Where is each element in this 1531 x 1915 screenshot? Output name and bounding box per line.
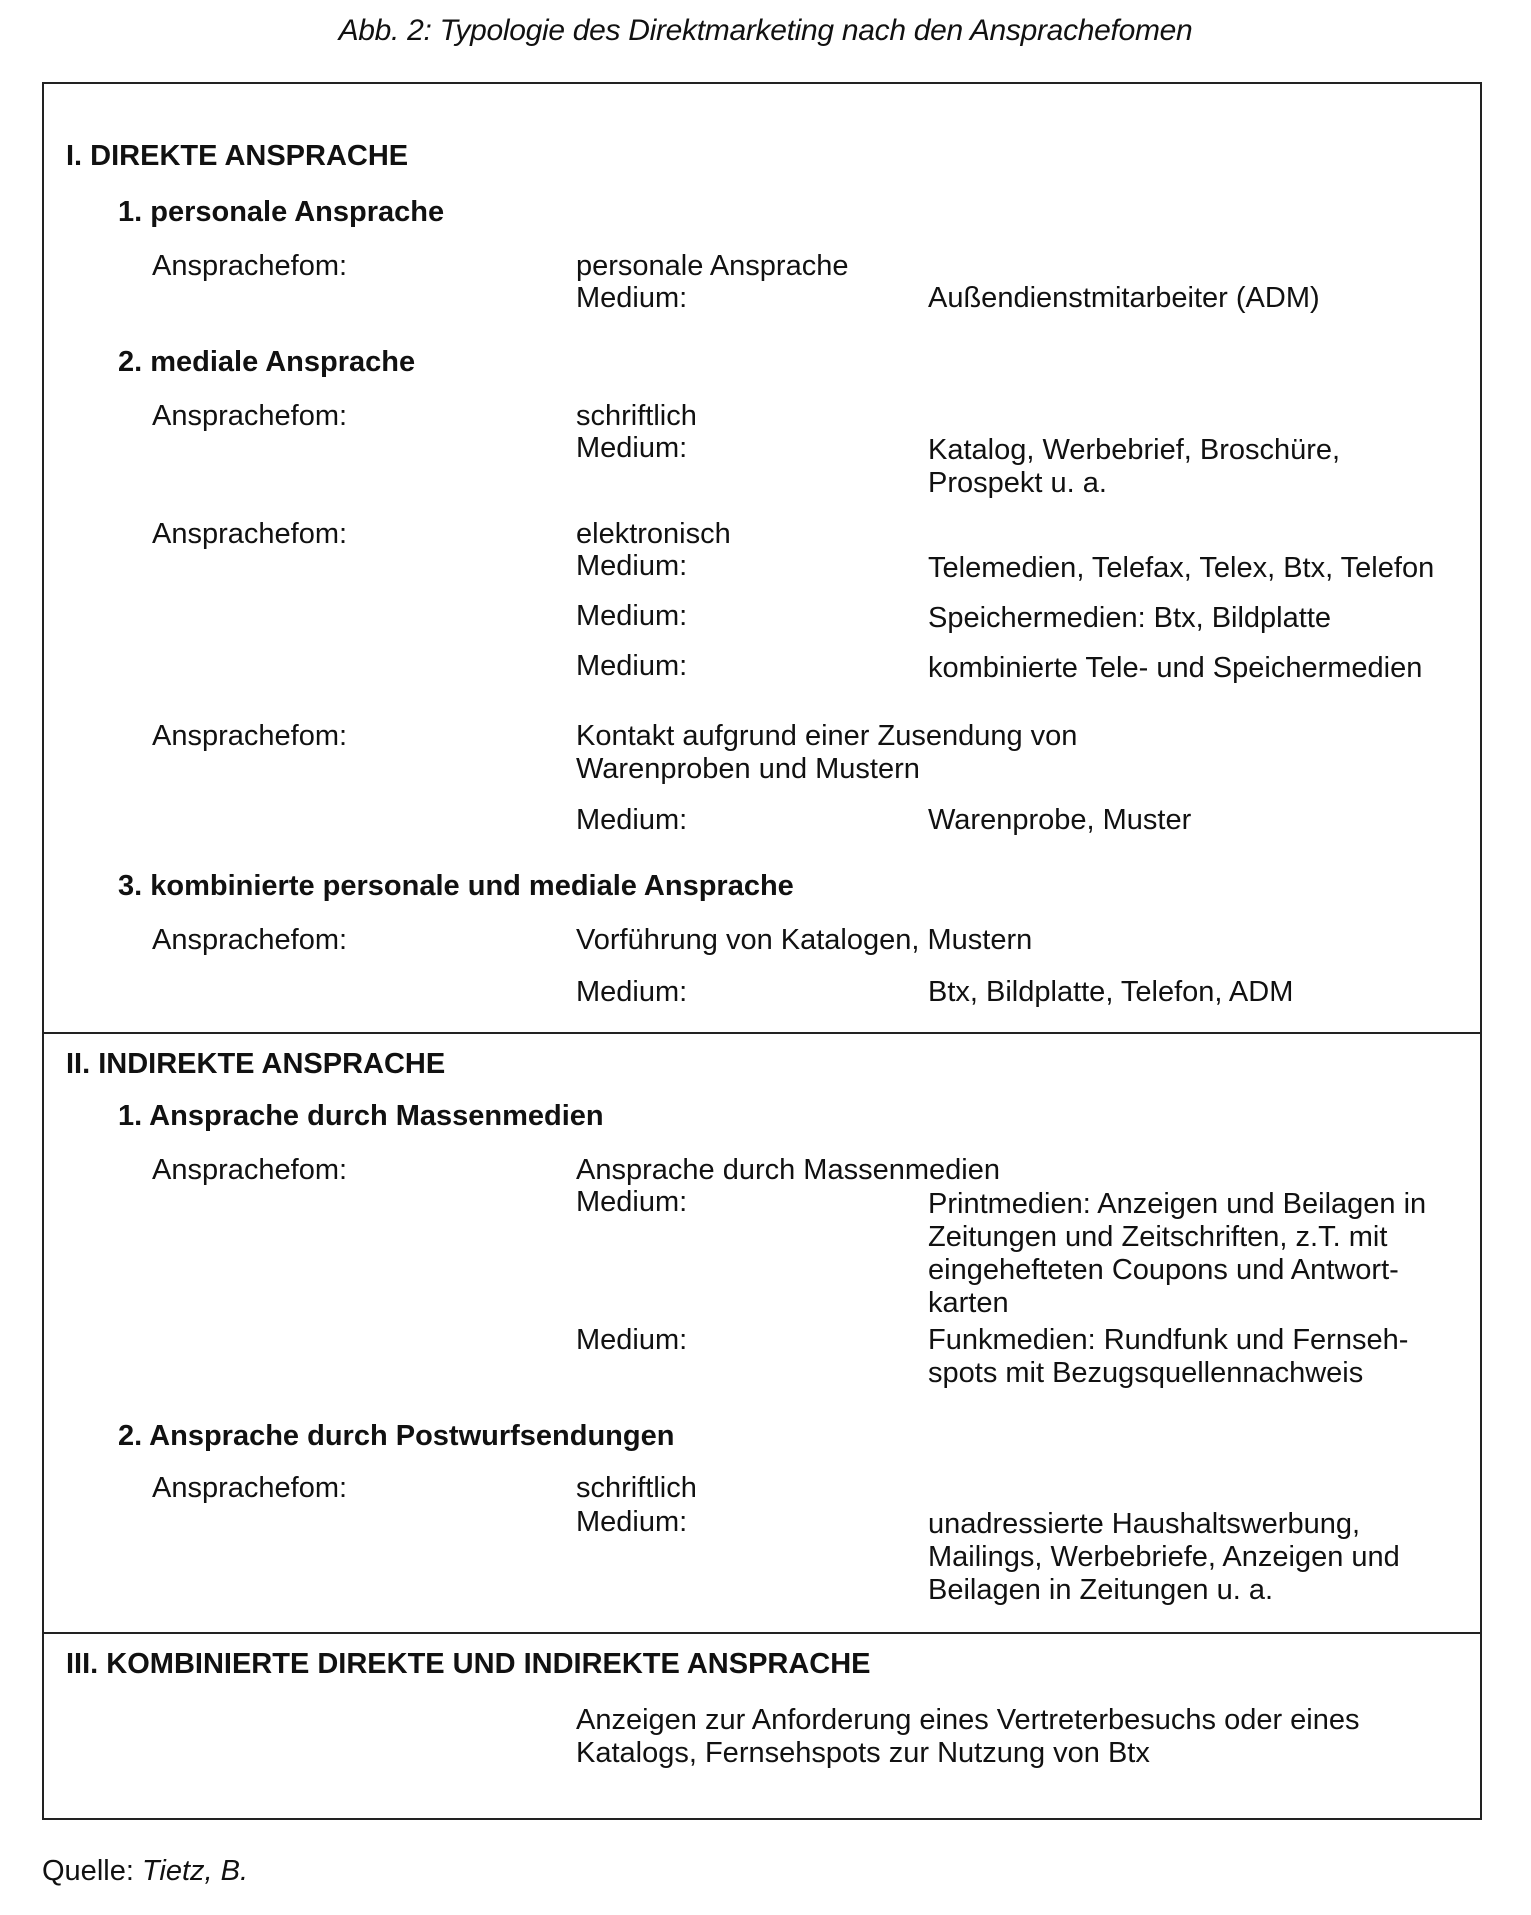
medium-value: Printmedien: Anzeigen und Beilagen in Zeitungen und Zeitschriften, z.T. mit eingehefteten Coupons und Antwort-karten [928, 1188, 1427, 1319]
section-heading: I. DIREKTE ANSPRACHE [66, 140, 409, 172]
medium-value: Außendienstmitarbeiter (ADM) [928, 282, 1320, 314]
form-label: Ansprachefom: [152, 400, 348, 432]
medium-value: Funkmedien: Rundfunk und Fernseh-spots mit Bezugsquellennachweis [928, 1324, 1409, 1389]
medium-label: Medium: [576, 804, 688, 836]
form-value: personale Ansprache [576, 250, 849, 282]
figure-caption: Abb. 2: Typologie des Direktmarketing nach den Ansprachefomen [338, 14, 1193, 47]
medium-value: Speichermedien: Btx, Bildplatte [928, 602, 1331, 634]
subsection-title: 1. Ansprache durch Massenmedien [118, 1100, 604, 1132]
form-label: Ansprachefom: [152, 924, 348, 956]
form-label: Ansprachefom: [152, 1472, 348, 1504]
source-author: Tietz, B. [141, 1855, 249, 1887]
form-value: Ansprache durch Massenmedien [576, 1154, 1000, 1186]
source-note [42, 1855, 248, 1888]
subsection-title: 3. kombinierte personale und mediale Ansprache [118, 870, 794, 902]
form-label: Ansprachefom: [152, 720, 348, 752]
medium-label: Medium: [576, 976, 688, 1008]
medium-label: Medium: [576, 650, 688, 682]
section-combined [44, 1632, 1480, 1820]
medium-value: Btx, Bildplatte, Telefon, ADM [928, 976, 1294, 1008]
subsection-title: 2. mediale Ansprache [118, 346, 416, 378]
subsection-title: 2. Ansprache durch Postwurfsendungen [118, 1420, 675, 1452]
medium-label: Medium: [576, 432, 688, 464]
section-heading: III. KOMBINIERTE DIREKTE UND INDIREKTE ANSPRACHE [66, 1648, 871, 1680]
section-heading: II. INDIREKTE ANSPRACHE [66, 1048, 446, 1080]
form-label: Ansprachefom: [152, 250, 348, 282]
medium-label: Medium: [576, 1324, 688, 1356]
form-label: Ansprachefom: [152, 1154, 348, 1186]
medium-label: Medium: [576, 1186, 688, 1218]
medium-label: Medium: [576, 550, 688, 582]
form-value: schriftlich [576, 400, 697, 432]
medium-value: unadressierte Haushaltswerbung, Mailings, Werbebriefe, Anzeigen und Beilagen in Zeitungen u. a. [928, 1508, 1400, 1606]
medium-value: kombinierte Tele- und Speichermedien [928, 652, 1423, 684]
medium-value: Katalog, Werbebrief, Broschüre, Prospekt u. a. [928, 434, 1341, 499]
form-value: Kontakt aufgrund einer Zusendung von Warenproben und Mustern [576, 720, 1078, 785]
medium-value: Telemedien, Telefax, Telex, Btx, Telefon [928, 552, 1435, 584]
subsection-title: 1. personale Ansprache [118, 196, 445, 228]
medium-label: Medium: [576, 282, 688, 314]
form-value: Vorführung von Katalogen, Mustern [576, 924, 1033, 956]
form-value: elektronisch [576, 518, 731, 550]
medium-label: Medium: [576, 1506, 688, 1538]
medium-value: Warenprobe, Muster [928, 804, 1192, 836]
form-value: schriftlich [576, 1472, 697, 1504]
section-direct [44, 84, 1480, 1032]
source-label: Quelle: [42, 1855, 134, 1887]
medium-label: Medium: [576, 600, 688, 632]
typology-table [42, 82, 1482, 1820]
combined-description: Anzeigen zur Anforderung eines Vertreterbesuchs oder eines Katalogs, Fernsehspots zur Nutzung von Btx [576, 1704, 1360, 1769]
form-label: Ansprachefom: [152, 518, 348, 550]
section-indirect [44, 1032, 1480, 1634]
